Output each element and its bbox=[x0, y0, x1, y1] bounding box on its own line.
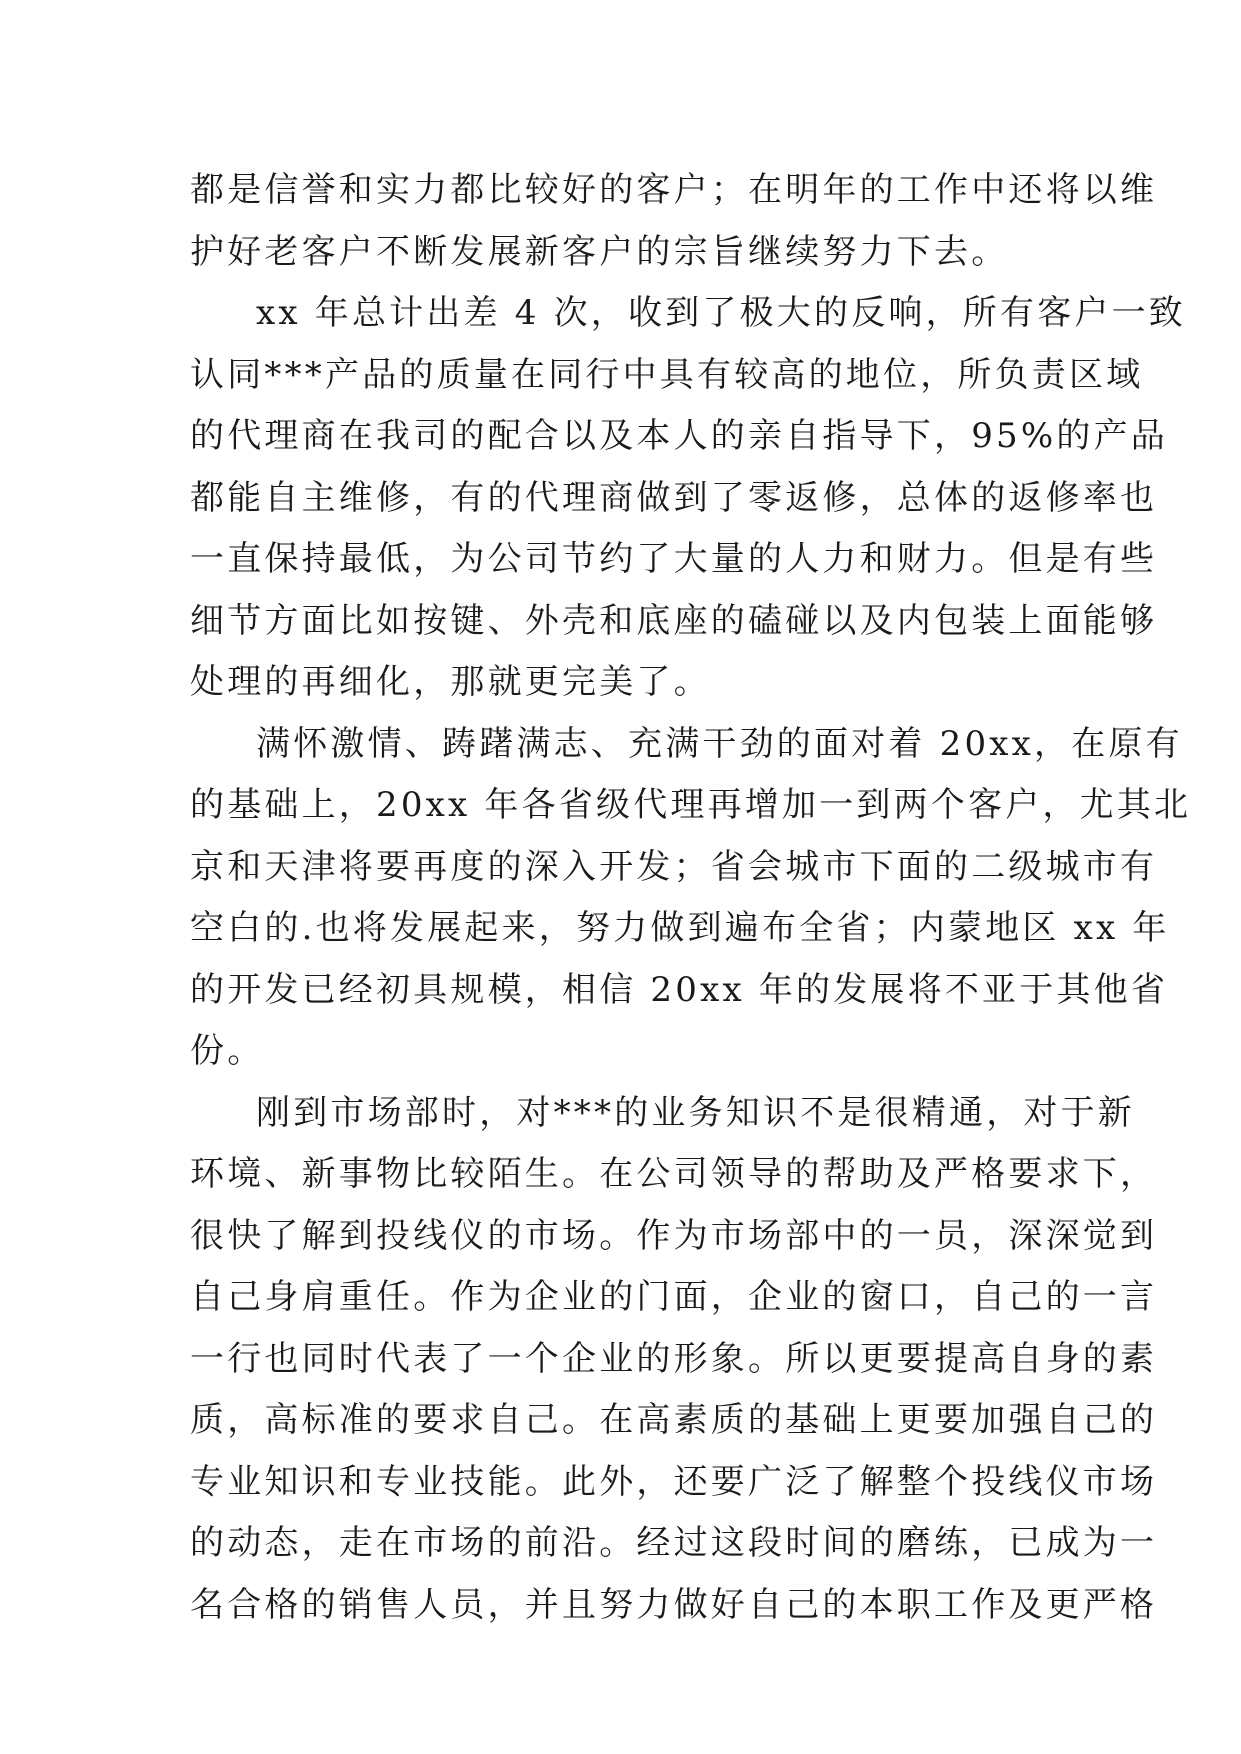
paragraph-first-line: 刚到市场部时，对***的业务知识不是很精通，对于新 bbox=[256, 1092, 1135, 1133]
text-line: 的基础上，20xx 年各省级代理再增加一到两个客户，尤其北 bbox=[190, 785, 1192, 825]
text-line: 自己身肩重任。作为企业的门面，企业的窗口，自己的一言 bbox=[190, 1277, 1158, 1317]
text-line: 名合格的销售人员，并且努力做好自己的本职工作及更严格 bbox=[190, 1584, 1158, 1625]
text-line: 很快了解到投线仪的市场。作为市场部中的一员，深深觉到 bbox=[190, 1215, 1158, 1256]
text-line: 认同***产品的质量在同行中具有较高的地位，所负责区域 bbox=[190, 354, 1144, 395]
text-line: 的开发已经初具规模，相信 20xx 年的发展将不亚于其他省 bbox=[190, 969, 1169, 1010]
paragraph-first-line: xx 年总计出差 4 次，收到了极大的反响，所有客户一致 bbox=[256, 293, 1187, 333]
text-line: 都是信誉和实力都比较好的客户；在明年的工作中还将以维 bbox=[190, 170, 1158, 210]
text-line: 份。 bbox=[190, 1031, 265, 1071]
text-line: 京和天津将要再度的深入开发；省会城市下面的二级城市有 bbox=[190, 846, 1158, 887]
text-line: 一行也同时代表了一个企业的形象。所以更要提高自身的素 bbox=[190, 1338, 1158, 1379]
text-line: 都能自主维修，有的代理商做到了零返修，总体的返修率也 bbox=[190, 477, 1158, 518]
text-line: 的动态，走在市场的前沿。经过这段时间的磨练，已成为一 bbox=[190, 1523, 1158, 1563]
text-line: 护好老客户不断发展新客户的宗旨继续努力下去。 bbox=[190, 231, 1009, 272]
body-text bbox=[190, 160, 1192, 1636]
text-line: 环境、新事物比较陌生。在公司领导的帮助及严格要求下， bbox=[190, 1154, 1158, 1194]
text-line: 处理的再细化，那就更完美了。 bbox=[190, 662, 711, 702]
text-line: 质，高标准的要求自己。在高素质的基础上更要加强自己的 bbox=[190, 1400, 1158, 1440]
paragraph-first-line: 满怀激情、踌躇满志、充满干劲的面对着 20xx，在原有 bbox=[256, 723, 1183, 764]
text-line: 专业知识和专业技能。此外，还要广泛了解整个投线仪市场 bbox=[190, 1461, 1158, 1502]
text-line: 的代理商在我司的配合以及本人的亲自指导下，95%的产品 bbox=[190, 416, 1168, 456]
text-line: 空白的.也将发展起来，努力做到遍布全省；内蒙地区 xx 年 bbox=[190, 908, 1170, 948]
text-line: 细节方面比如按键、外壳和底座的磕碰以及内包装上面能够 bbox=[190, 600, 1158, 641]
text-line: 一直保持最低，为公司节约了大量的人力和财力。但是有些 bbox=[190, 539, 1158, 579]
